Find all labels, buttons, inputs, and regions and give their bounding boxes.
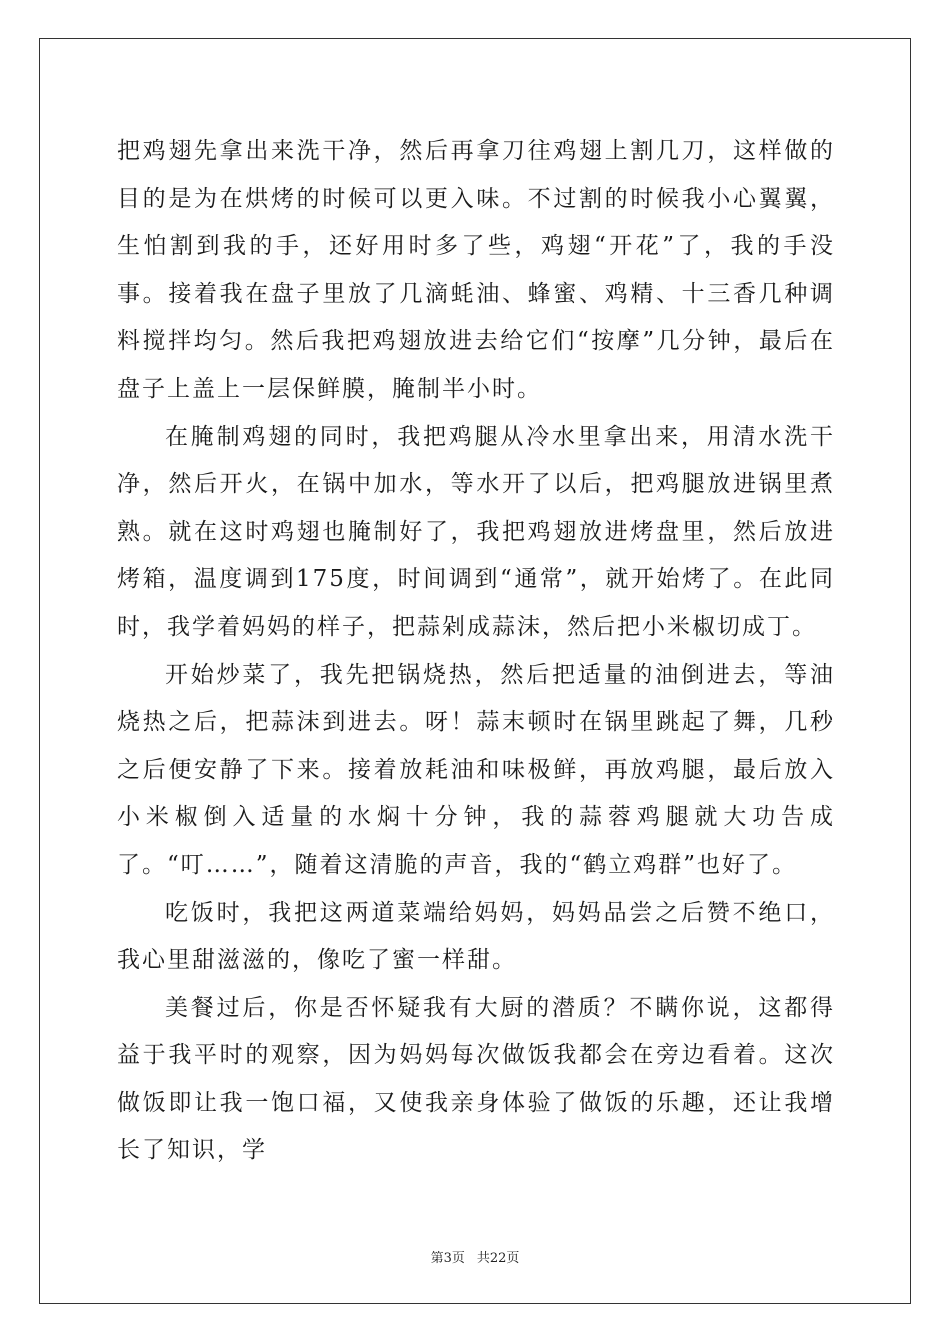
paragraph: 把鸡翅先拿出来洗干净，然后再拿刀往鸡翅上割几刀，这样做的目的是为在烘烤的时候可以更入味。不过割的时候我小心翼翼，生怕割到我的手，还好用时多了些，鸡翅“开花”了，我的手没事。接着我在盘子里放了几滴蚝油、蜂蜜、鸡精、十三香几种调料搅拌均匀。然后我把鸡翅放进去给它们“按摩”几分钟，最后在盘子上盖上一层保鲜膜，腌制半小时。: [117, 138, 835, 402]
document-body: [117, 128, 835, 1175]
page-total: 共22页: [476, 1251, 520, 1266]
page-number: 第3页: [430, 1251, 465, 1266]
paragraph: 在腌制鸡翅的同时，我把鸡腿从冷水里拿出来，用清水洗干净，然后开火，在锅中加水，等水开了以后，把鸡腿放进锅里煮熟。就在这时鸡翅也腌制好了，我把鸡翅放进烤盘里，然后放进烤箱，温度调到175度，时间调到“通常”，就开始烤了。在此同时，我学着妈妈的样子，把蒜剁成蒜沫，然后把小米椒切成丁。: [117, 423, 835, 640]
paragraph: 开始炒菜了，我先把锅烧热，然后把适量的油倒进去，等油烧热之后，把蒜沫到进去。呀！蒜末顿时在锅里跳起了舞，几秒之后便安静了下来。接着放耗油和味极鲜，再放鸡腿，最后放入小米椒倒入适量的水焖十分钟，我的蒜蓉鸡腿就大功告成了。“叮……”，随着这清脆的声音，我的“鹤立鸡群”也好了。: [117, 661, 835, 878]
page-footer: [0, 1247, 950, 1266]
paragraph: 美餐过后，你是否怀疑我有大厨的潜质？不瞒你说，这都得益于我平时的观察，因为妈妈每次做饭我都会在旁边看着。这次做饭即让我一饱口福，又使我亲身体验了做饭的乐趣，还让我增长了知识，学: [117, 994, 835, 1164]
paragraph: 吃饭时，我把这两道菜端给妈妈，妈妈品尝之后赞不绝口，我心里甜滋滋的，像吃了蜜一样甜。: [117, 899, 835, 974]
